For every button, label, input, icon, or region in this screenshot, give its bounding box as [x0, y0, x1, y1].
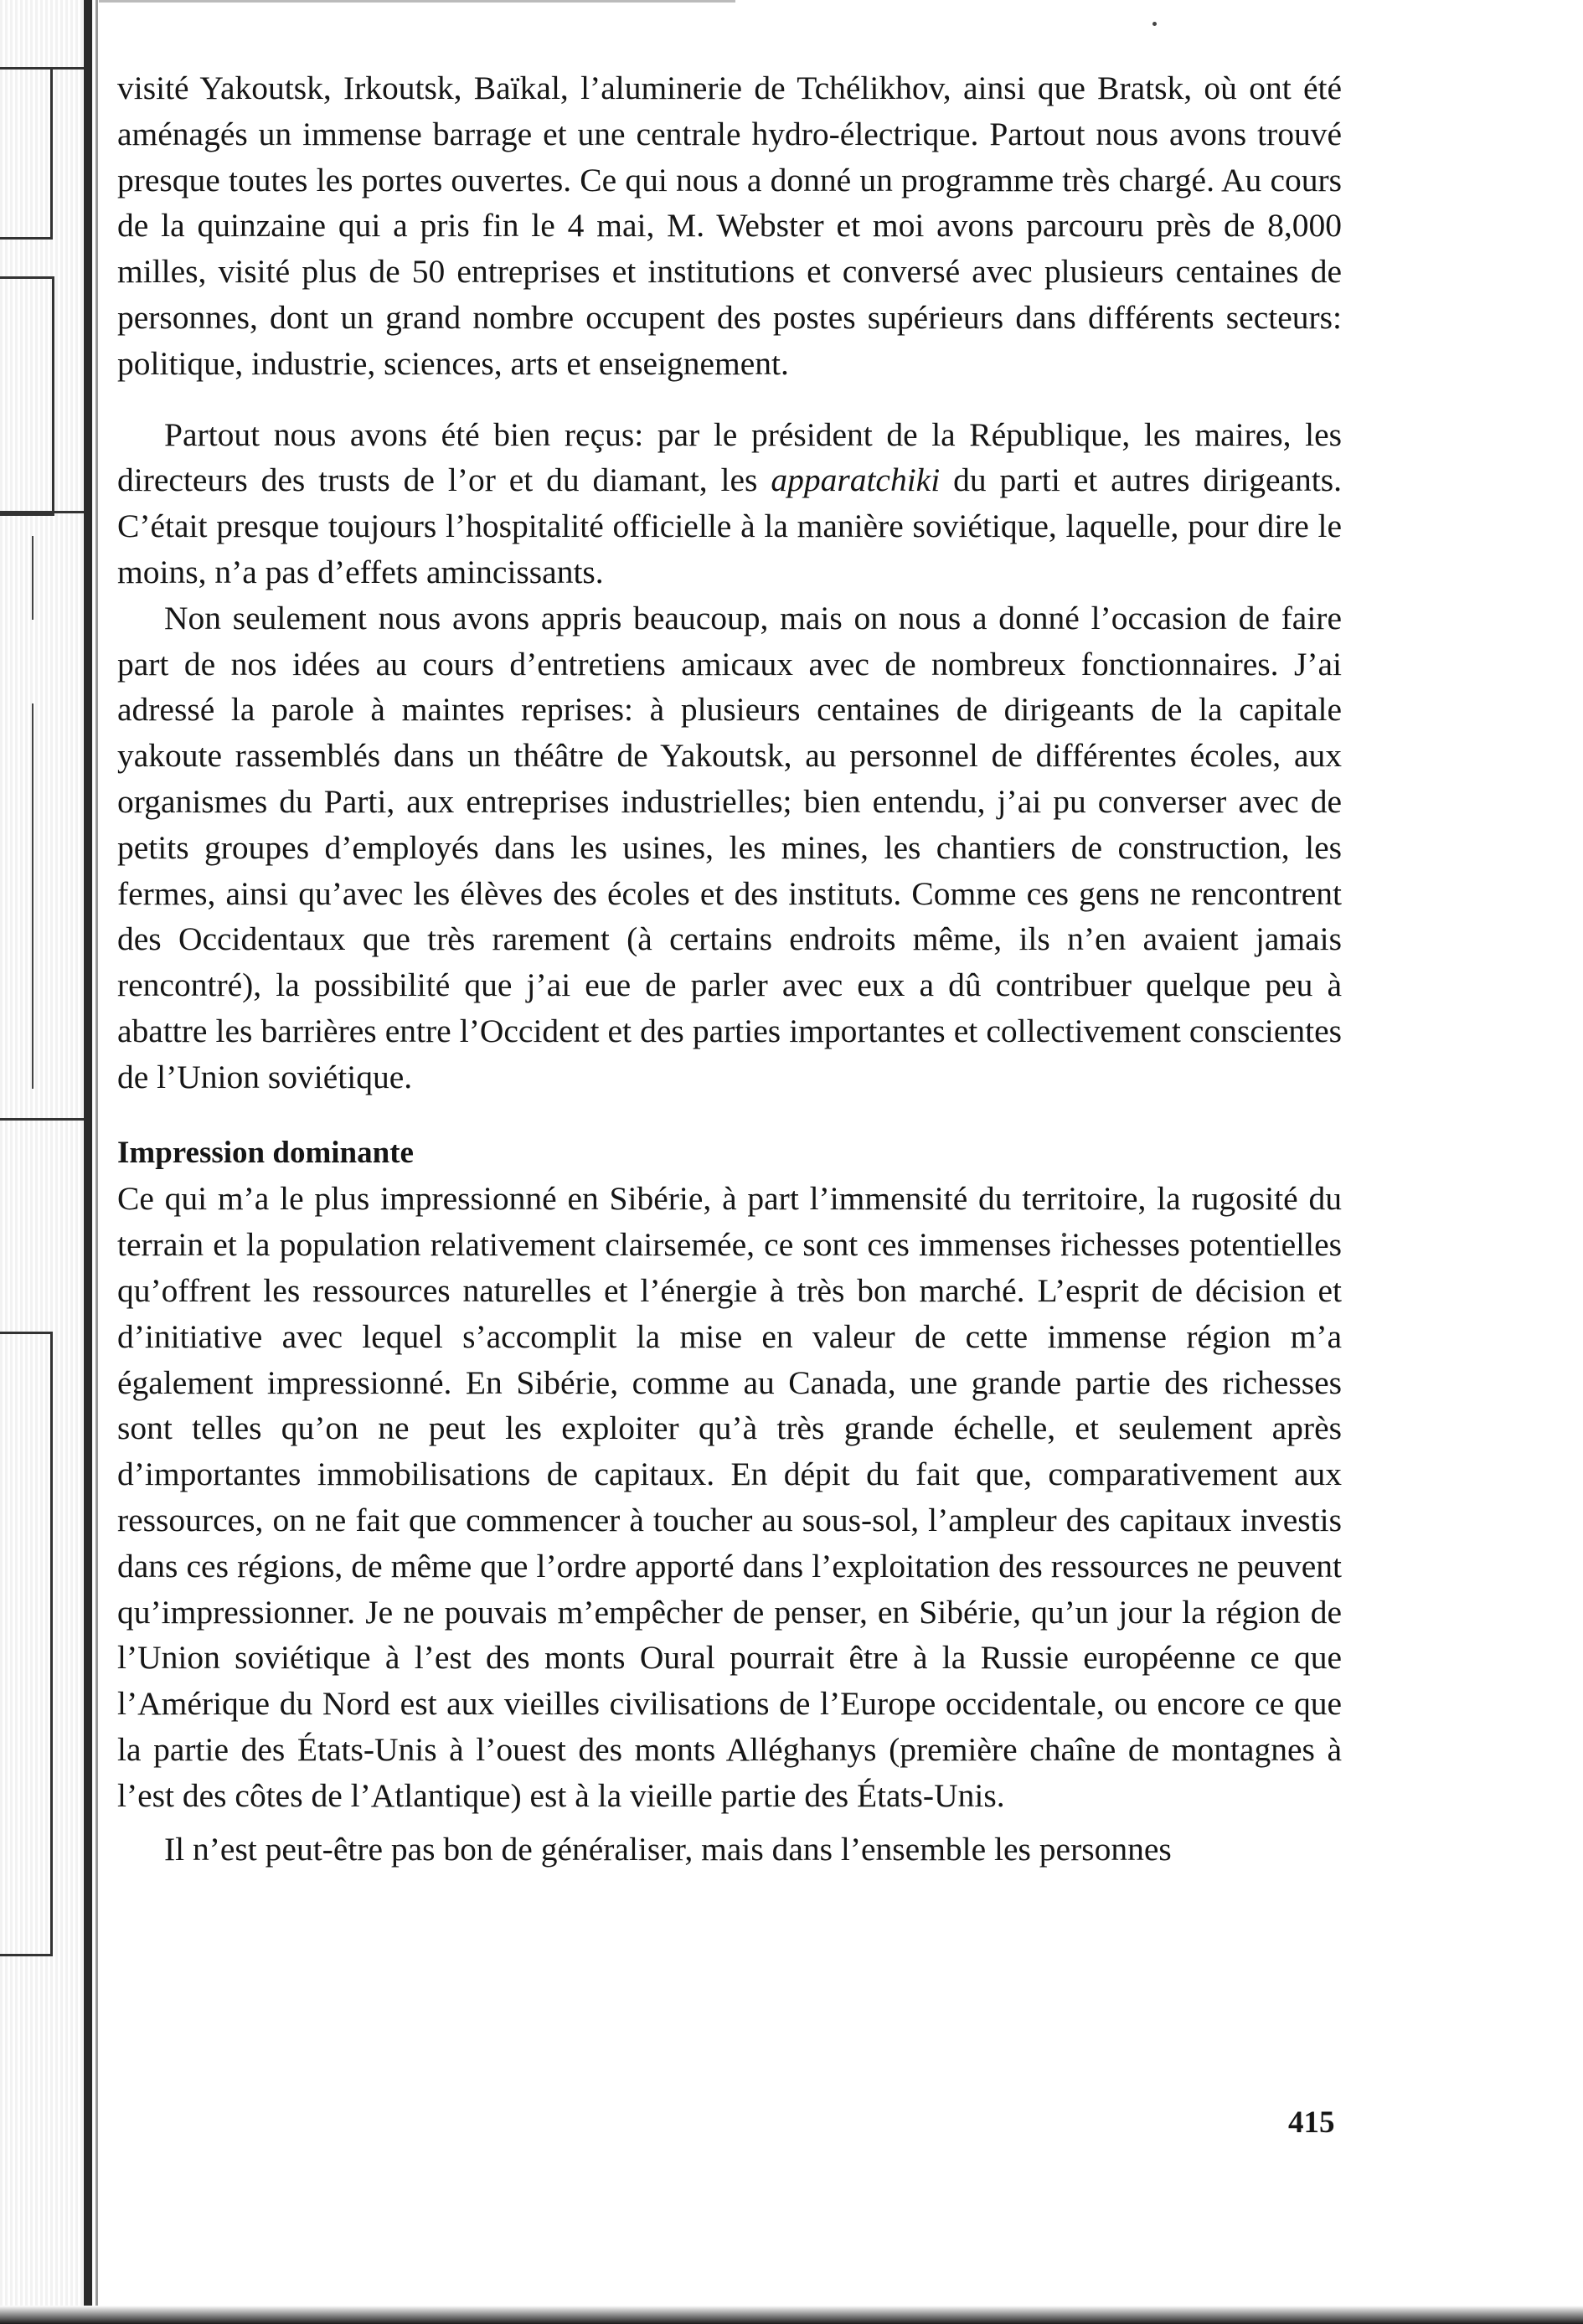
paragraph-generalize: Il n’est peut-être pas bon de généraliser, mais dans l’ensemble les personnes: [164, 1831, 1172, 1868]
emphasis-term: apparatchiki: [771, 461, 941, 499]
paragraph-text: Partout nous avons été bien reçus: par le président de la République, les maires, les directeurs des trusts de l’or et du diamant, les: [117, 415, 1342, 499]
page-body: [117, 65, 1342, 1873]
scan-edge-box: [0, 67, 53, 240]
paragraph-intro: visité Yakoutsk, Irkoutsk, Baïkal, l’aluminerie de Tchélikhov, ainsi que Bratsk, où ont été aménagés un immense barrage et une centrale hydro-électrique. Partout nous avons trouvé presque toutes les portes ouvertes. Ce qui nous a donné un programme très chargé. Au cours de la quinzaine qui a pris fin le 4 mai, M. Webster et moi avons parcouru près de 8,000 milles, visité plus de 50 entreprises et institutions et conversé avec plusieurs centaines de personnes, dont un grand nombre occupent des postes supérieurs dans différents secteurs: politique, industrie, sciences, arts et enseignement.: [117, 70, 1342, 382]
scan-edge-mark: [0, 1118, 84, 1121]
paragraph-reception: [117, 412, 1342, 595]
scan-edge-box: [0, 276, 54, 516]
scan-bottom-shadow: [0, 2306, 1583, 2324]
scan-edge-box: [0, 1332, 53, 1956]
book-gutter: [84, 0, 92, 2324]
book-gutter-shadow: [95, 0, 98, 2324]
scan-edge-tick: [32, 536, 34, 620]
speck: [1152, 22, 1157, 26]
paragraph-exchange: Non seulement nous avons appris beaucoup, mais on nous a donné l’occasion de faire part de nos idées au cours d’entretiens amicaux avec de nombreux fonctionnaires. J’ai adressé la parole à maintes reprises: à plusieurs centaines de dirigeants de la capitale yakoute rassemblés dans un théâtre de Yakoutsk, au personnel de différentes écoles, aux organismes du Parti, aux entreprises industrielles; bien entendu, j’ai pu converser avec de petits groupes d’employés dans les usines, les mines, les chantiers de construction, les fermes, ainsi qu’avec les élèves des écoles et des instituts. Comme ces gens ne rencontrent des Occidentaux que très rarement (à certains endroits même, ils n’en avaient jamais rencontré), la possibilité que j’ai eue de parler avec eux a dû contribuer quelque peu à abattre les barrières entre l’Occident et des parties importantes et collectivement conscientes de l’Union soviétique.: [117, 599, 1342, 1095]
paragraph-impression: Ce qui m’a le plus impressionné en Sibérie, à part l’immensité du territoire, la rugosité du terrain et la population relativement clairsemée, ce sont ces immenses richesses potentielles qu’offrent les ressources naturelles et l’énergie à très bon marché. L’esprit de décision et d’initiative avec lequel s’accomplit la mise en valeur de cette immense région m’a également impressionné. En Sibérie, comme au Canada, une grande partie des richesses sont telles qu’on ne peut les exploiter qu’à très grande échelle, et seulement après d’importantes immobilisations de capitaux. En dépit du fait que, comparativement aux ressources, on ne fait que commencer à toucher au sous-sol, l’ampleur des capitaux investis dans ces régions, de même que l’ordre apporté dans l’exploitation des ressources ne peuvent qu’impressionner. Je ne pouvais m’empêcher de penser, en Sibérie, qu’un jour la région de l’Union soviétique à l’est des monts Oural pourrait être à la Russie européenne ce que l’Amérique du Nord est aux vieilles civilisations de l’Europe occidentale, ou encore ce que la partie des États-Unis à l’ouest des monts Alléghanys (première chaîne de montagnes à l’est des côtes de l’Atlantique) est à la vieille partie des États-Unis.: [117, 1180, 1342, 1814]
section-heading: Impression dominante: [117, 1135, 414, 1170]
page-number: 415: [1288, 2105, 1335, 2140]
paragraph-text: du parti et autres dirigeants. C’était presque toujours l’hospitalité officielle à la manière soviétique, laquelle, pour dire le moins, n’a pas d’effets amincissants.: [117, 461, 1342, 590]
scan-top-line: [99, 0, 735, 3]
scan-edge-tick: [32, 703, 34, 1089]
